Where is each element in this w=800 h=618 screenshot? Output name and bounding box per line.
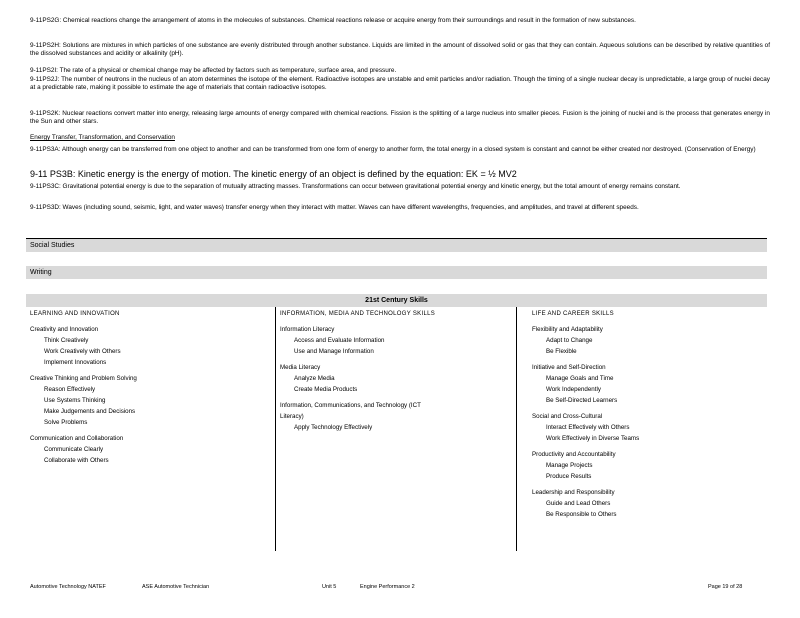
skill-item: Create Media Products <box>294 386 358 393</box>
skills-column-life-career <box>532 309 762 520</box>
group-title: Productivity and Accountability <box>532 451 616 458</box>
column-heading: LIFE AND CAREER SKILLS <box>532 311 614 317</box>
energy-heading: Energy Transfer, Transformation, and Conservation <box>30 134 175 141</box>
writing-bar <box>26 266 767 279</box>
standard-ps3c: 9-11PS3C: Gravitational potential energy is due to the separation of mutually attracting masses. Transformations can occur between gravitational potential energy and kinetic energy, but the total amount of energy remains constant. <box>30 183 681 190</box>
skill-item: Be Self-Directed Learners <box>546 397 618 404</box>
skill-item: Guide and Lead Others <box>546 500 611 507</box>
skill-group <box>280 400 512 433</box>
standard-ps2g: 9-11PS2G: Chemical reactions change the arrangement of atoms in the molecules of substances. Chemical reactions release or acquire energy from their surroundings and result in the formation of new substances. <box>30 17 636 24</box>
footer-course: Automotive Technology NATEF <box>30 584 106 590</box>
footer-page-number: Page 19 of 28 <box>708 584 743 590</box>
standard-ps2k: 9-11PS2K: Nuclear reactions convert matter into energy, releasing large amounts of energy compared with chemical reactions. Fission is the splitting of a large nucleus into smaller pieces. Fusion is the joining of nuclei and is the process that generates energy in the Sun and other stars. <box>30 110 770 126</box>
skill-item: Produce Results <box>546 473 592 480</box>
skill-item: Apply Technology Effectively <box>294 424 373 431</box>
skill-item: Collaborate with Others <box>44 457 109 464</box>
column-heading: INFORMATION, MEDIA AND TECHNOLOGY SKILLS <box>280 311 436 317</box>
group-title: Leadership and Responsibility <box>532 489 615 496</box>
skill-group <box>532 324 762 357</box>
skill-group <box>532 411 762 444</box>
skill-item: Be Flexible <box>546 348 577 355</box>
skill-item: Interact Effectively with Others <box>546 424 630 431</box>
group-title: Social and Cross-Cultural <box>532 413 603 420</box>
skills-column-learning <box>30 309 270 466</box>
skill-item: Make Judgements and Decisions <box>44 408 136 415</box>
skill-item: Work Effectively in Diverse Teams <box>546 435 640 442</box>
writing-label: Writing <box>30 269 52 276</box>
skill-group <box>532 362 762 406</box>
footer-unit-title: Engine Performance 2 <box>360 584 415 590</box>
skill-group <box>30 373 270 428</box>
skill-item: Manage Projects <box>546 462 593 469</box>
group-title: Media Literacy <box>280 364 321 371</box>
group-title: Information Literacy <box>280 326 335 333</box>
standard-ps2j: 9-11PS2J: The number of neutrons in the nucleus of an atom determines the isotope of the element. Radioactive isotopes are unstable and emit particles and/or radiation. Though the timing of a single nuclear decay is unpredictable, a large group of nuclei decay at a predictable rate, making it possible to estimate the age of materials that contain radioactive isotopes. <box>30 76 770 92</box>
skill-item: Communicate Clearly <box>44 446 104 453</box>
group-title: Flexibility and Adaptability <box>532 326 603 333</box>
skill-item: Use Systems Thinking <box>44 397 106 404</box>
skill-group <box>30 324 270 368</box>
skill-group <box>532 449 762 482</box>
social-studies-bar <box>26 239 767 252</box>
standard-ps3b: 9-11 PS3B: Kinetic energy is the energy of motion. The kinetic energy of an object is defined by the equation: EK = ½ MV2 <box>30 169 517 179</box>
skill-item: Manage Goals and Time <box>546 375 614 382</box>
skill-group <box>280 324 512 357</box>
skill-item: Adapt to Change <box>546 337 593 344</box>
footer-unit: Unit 5 <box>322 584 337 590</box>
column-divider-2 <box>516 307 517 551</box>
group-title: Initiative and Self-Direction <box>532 364 606 371</box>
skill-item: Implement Innovations <box>44 359 107 366</box>
skill-item: Use and Manage Information <box>294 348 374 355</box>
skill-group <box>532 487 762 520</box>
skill-item: Reason Effectively <box>44 386 96 393</box>
skill-group <box>280 362 512 395</box>
standard-ps3d: 9-11PS3D: Waves (including sound, seismic, light, and water waves) transfer energy when they interact with matter. Waves can have different wavelengths, frequencies, and amplitudes, and travel at different speeds. <box>30 204 639 211</box>
group-title: Creativity and Innovation <box>30 326 99 333</box>
group-title: Information, Communications, and Technology (ICT Literacy) <box>280 402 421 420</box>
skill-item: Analyze Media <box>294 375 335 382</box>
skill-item: Work Independently <box>546 386 601 393</box>
group-title: Creative Thinking and Problem Solving <box>30 375 137 382</box>
standard-ps3a: 9-11PS3A: Although energy can be transferred from one object to another and can be transformed from one form of energy to another form, the total energy in a closed system is constant and cannot be either created nor destroyed. (Conservation of Energy) <box>30 146 756 153</box>
column-heading: LEARNING AND INNOVATION <box>30 311 120 317</box>
skill-item: Access and Evaluate Information <box>294 337 385 344</box>
standard-ps2h: 9-11PS2H: Solutions are mixtures in which particles of one substance are evenly distributed through another substance. Liquids are limited in the amount of dissolved solid or gas that they can contain. Aqueous solutions can be described by relative quantities of the dissolved substances and acidity or alkalinity (pH). <box>30 42 770 58</box>
footer-program: ASE Automotive Technician <box>142 584 210 590</box>
standard-ps2i: 9-11PS2I: The rate of a physical or chemical change may be affected by factors such as temperature, surface area, and pressure. <box>30 67 397 74</box>
skill-item: Be Responsible to Others <box>546 511 617 518</box>
skills-title: 21st Century Skills <box>26 294 767 307</box>
social-studies-label: Social Studies <box>30 242 75 249</box>
group-title: Communication and Collaboration <box>30 435 124 442</box>
skill-item: Work Creatively with Others <box>44 348 121 355</box>
column-divider-1 <box>275 307 276 551</box>
skill-item: Solve Problems <box>44 419 88 426</box>
skill-item: Think Creatively <box>44 337 89 344</box>
skill-group <box>30 433 270 466</box>
skills-column-information <box>280 309 512 433</box>
